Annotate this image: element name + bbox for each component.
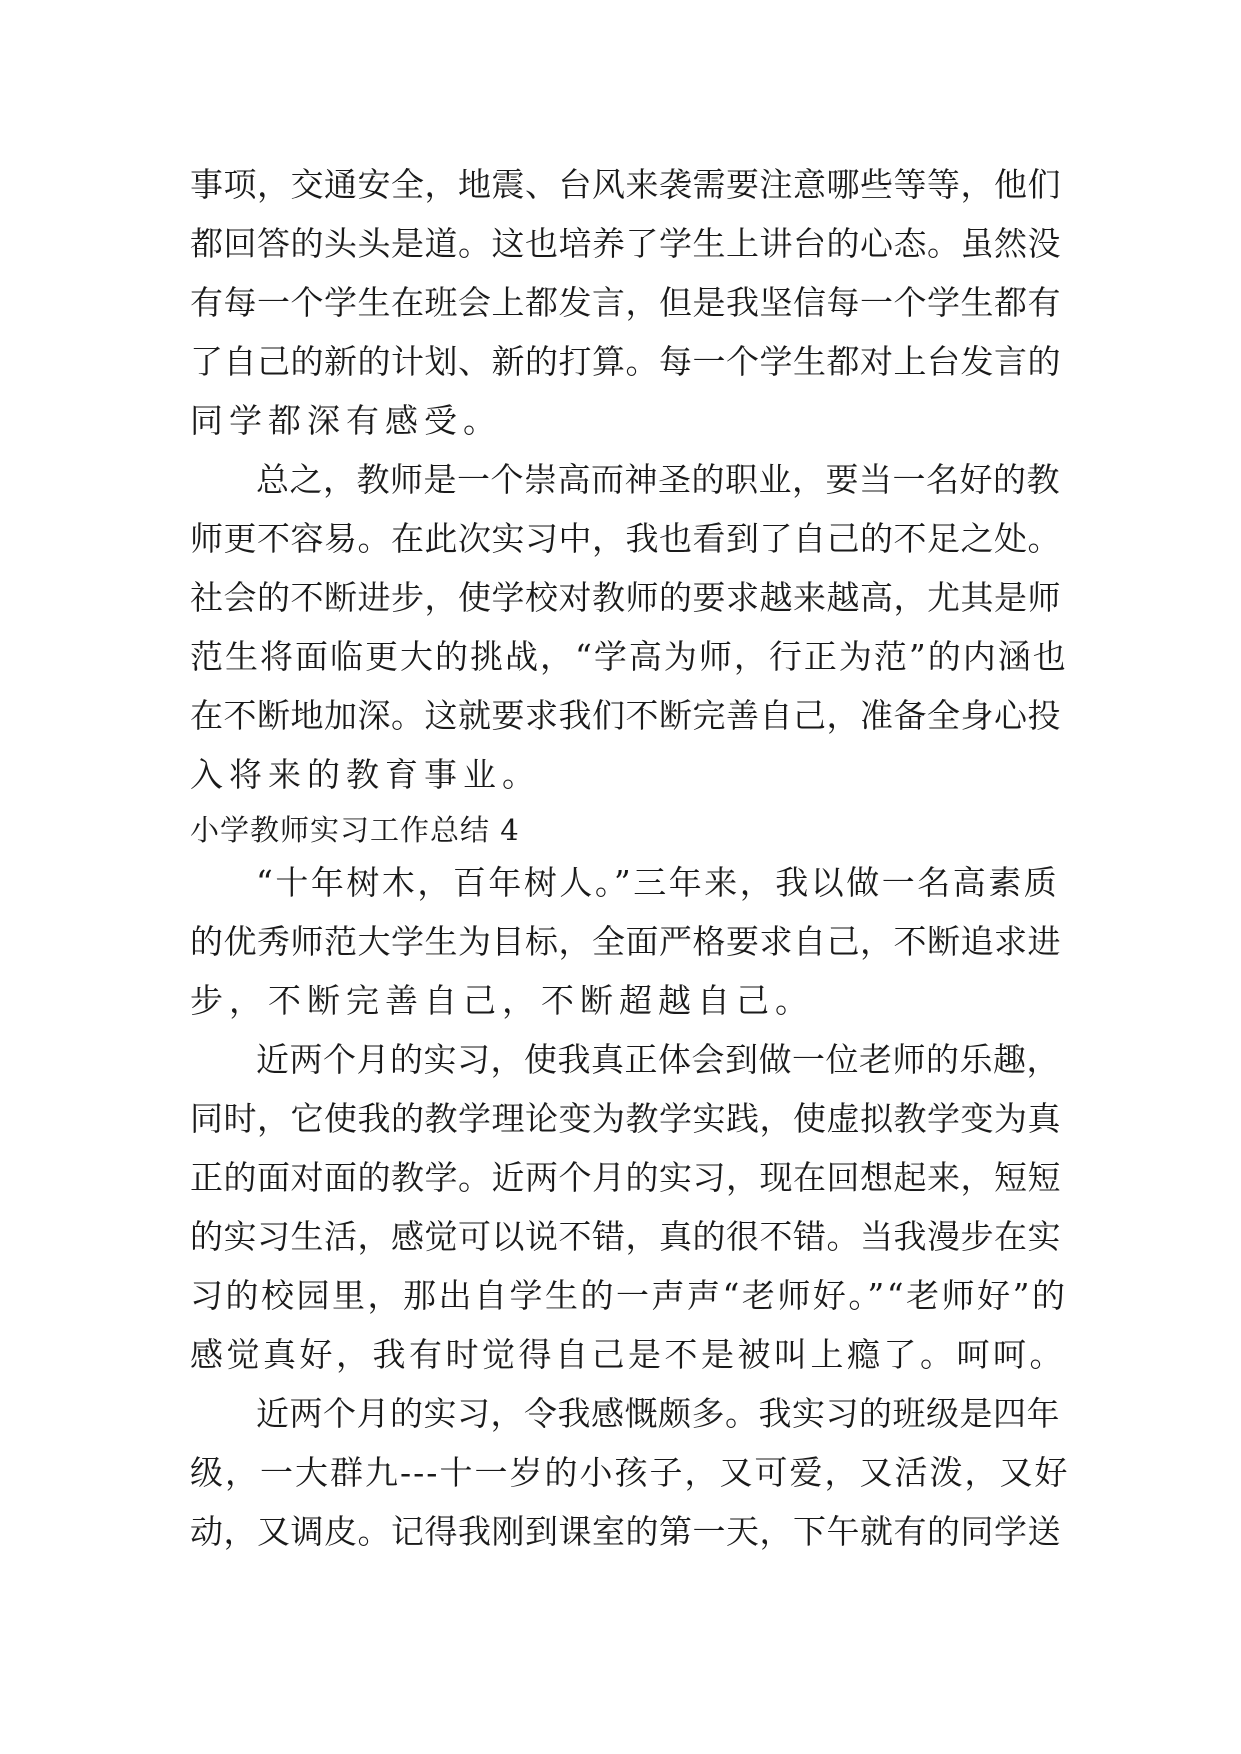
paragraph-line: 习的校园里，那出自学生的一声声“老师好。”“老师好”的: [190, 1276, 1068, 1315]
paragraph-line: 的优秀师范大学生为目标，全面严格要求自己，不断追求进: [190, 922, 1061, 961]
paragraph-line: 社会的不断进步，使学校对教师的要求越来越高，尤其是师: [190, 578, 1061, 617]
paragraph-line: 动，又调皮。记得我刚到课室的第一天，下午就有的同学送: [190, 1512, 1061, 1551]
paragraph-line: 事项，交通安全，地震、台风来袭需要注意哪些等等，他们: [190, 165, 1061, 204]
paragraph-line: 在不断地加深。这就要求我们不断完善自己，准备全身心投: [190, 696, 1061, 735]
paragraph-line: 同学都深有感受。: [190, 401, 502, 440]
paragraph-line: 范生将面临更大的挑战，“学高为师，行正为范”的内涵也: [190, 637, 1068, 676]
paragraph-line: 步，不断完善自己，不断超越自己。: [190, 981, 814, 1020]
paragraph-line: 近两个月的实习，使我真正体会到做一位老师的乐趣，: [256, 1040, 1060, 1079]
paragraph-line: 了自己的新的计划、新的打算。每一个学生都对上台发言的: [190, 342, 1061, 381]
paragraph-line: 师更不容易。在此次实习中，我也看到了自己的不足之处。: [190, 519, 1061, 558]
paragraph-line: 有每一个学生在班会上都发言，但是我坚信每一个学生都有: [190, 283, 1061, 322]
paragraph-line: 正的面对面的教学。近两个月的实习，现在回想起来，短短: [190, 1158, 1061, 1197]
paragraph-line: 同时，它使我的教学理论变为教学实践，使虚拟教学变为真: [190, 1099, 1061, 1138]
paragraph-line: 的实习生活，感觉可以说不错，真的很不错。当我漫步在实: [190, 1217, 1061, 1256]
section-heading: 小学教师实习工作总结 4: [190, 813, 520, 847]
paragraph-line: 感觉真好，我有时觉得自己是不是被叫上瘾了。呵呵。: [190, 1335, 1066, 1374]
paragraph-line: 总之，教师是一个崇高而神圣的职业，要当一名好的教: [256, 460, 1060, 499]
paragraph-line: 都回答的头头是道。这也培养了学生上讲台的心态。虽然没: [190, 224, 1061, 263]
paragraph-line: 入将来的教育事业。: [190, 755, 541, 794]
paragraph-line: 近两个月的实习，令我感慨颇多。我实习的班级是四年: [256, 1394, 1060, 1433]
paragraph-line: 级，一大群九---十一岁的小孩子，又可爱，又活泼，又好: [190, 1453, 1070, 1492]
paragraph-line: “十年树木，百年树人。”三年来，我以做一名高素质: [256, 863, 1060, 902]
